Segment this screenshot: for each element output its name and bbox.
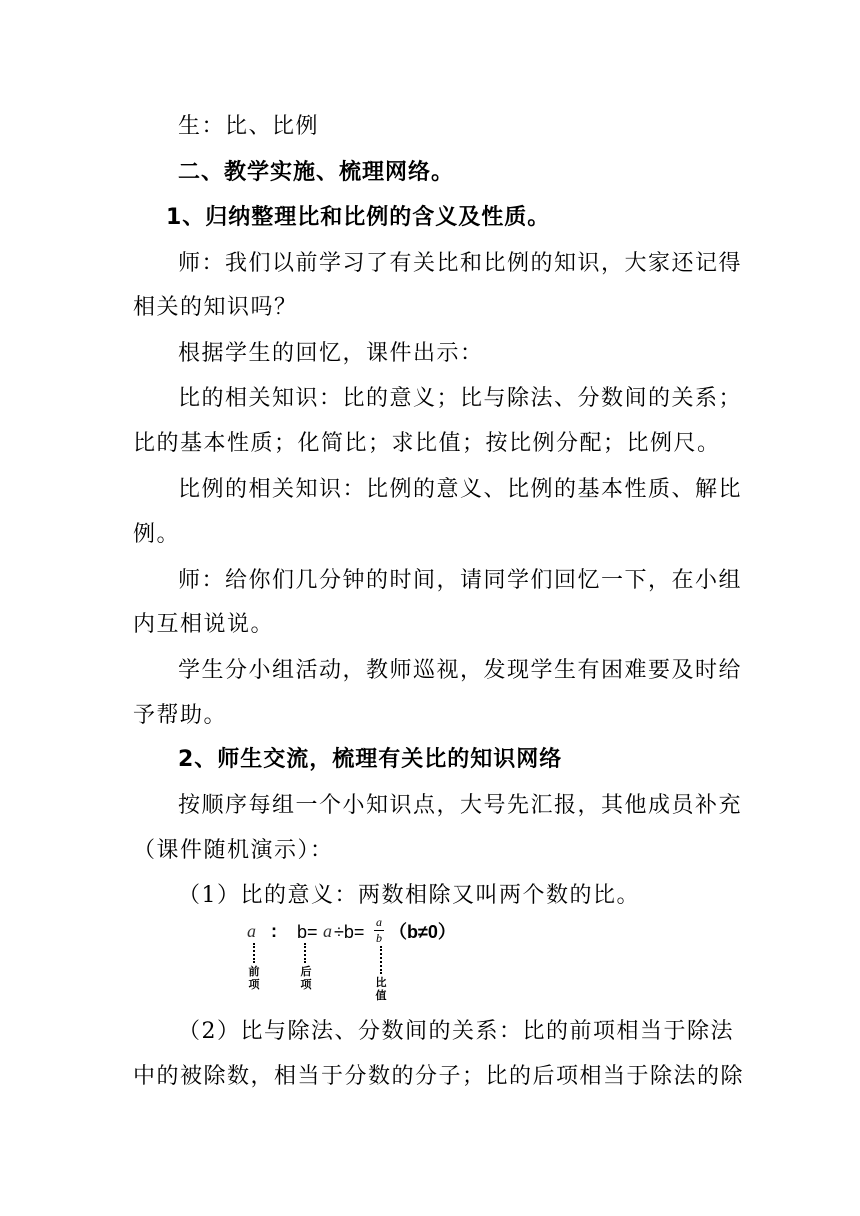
paragraph-ratio-knowledge-line2: 比的基本性质；化简比；求比值；按比例分配；比例尺。 xyxy=(133,431,721,456)
paragraph-proportion-knowledge-line1: 比例的相关知识：比例的意义、比例的基本性质、解比 xyxy=(178,477,743,502)
formula-a: a xyxy=(247,921,256,941)
formula-condition: （b≠0） xyxy=(389,922,456,942)
paragraph-ratio-division-line2: 中的被除数，相当于分数的分子；比的后项相当于除法的除 xyxy=(133,1064,745,1089)
paragraph-teacher-1-line2: 相关的知识吗？ xyxy=(133,295,298,320)
paragraph-proportion-knowledge-line2: 例。 xyxy=(133,522,181,547)
section-heading-2: 二、教学实施、梳理网络。 xyxy=(178,160,455,185)
label-back-term: 后项 xyxy=(300,965,312,991)
dotted-pointer-back xyxy=(304,943,306,963)
formula-b-equals: b= xyxy=(297,922,318,942)
dotted-pointer-front xyxy=(253,943,255,963)
formula-colon: : xyxy=(271,921,277,941)
paragraph-ratio-meaning: （1）比的意义：两数相除又叫两个数的比。 xyxy=(178,883,640,908)
subheading-2: 2、师生交流，梳理有关比的知识网络 xyxy=(178,747,563,772)
formula-fraction-denominator: b xyxy=(376,931,382,945)
paragraph-group-activity-line1: 学生分小组活动，教师巡视，发现学生有困难要及时给 xyxy=(178,658,743,683)
paragraph-student-answer: 生：比、比例 xyxy=(178,114,320,139)
paragraph-report-order-line2: （课件随机演示）： xyxy=(133,838,334,863)
paragraph-teacher-2-line2: 内互相说说。 xyxy=(133,612,275,637)
ratio-formula-figure xyxy=(244,915,474,1008)
paragraph-teacher-2-line1: 师：给你们几分钟的时间，请同学们回忆一下，在小组 xyxy=(178,568,743,593)
label-front-term: 前项 xyxy=(248,965,260,991)
subheading-1: 1、归纳整理比和比例的含义及性质。 xyxy=(166,205,551,230)
paragraph-teacher-1-line1: 师：我们以前学习了有关比和比例的知识，大家还记得 xyxy=(178,251,743,276)
dotted-pointer-ratio xyxy=(380,946,382,974)
paragraph-ratio-knowledge-line1: 比的相关知识：比的意义；比与除法、分数间的关系； xyxy=(178,386,743,411)
paragraph-group-activity-line2: 予帮助。 xyxy=(133,703,228,728)
formula-a-dividend: a xyxy=(323,921,332,941)
paragraph-report-order-line1: 按顺序每组一个小知识点，大号先汇报，其他成员补充 xyxy=(178,793,743,818)
paragraph-courseware: 根据学生的回忆，课件出示： xyxy=(178,341,484,366)
formula-divide-b-equals: ÷b= xyxy=(334,922,365,942)
label-ratio-value: 比值 xyxy=(375,976,387,1002)
paragraph-ratio-division-line1: （2）比与除法、分数间的关系：比的前项相当于除法 xyxy=(178,1019,734,1044)
formula-fraction-numerator: a xyxy=(376,915,382,929)
